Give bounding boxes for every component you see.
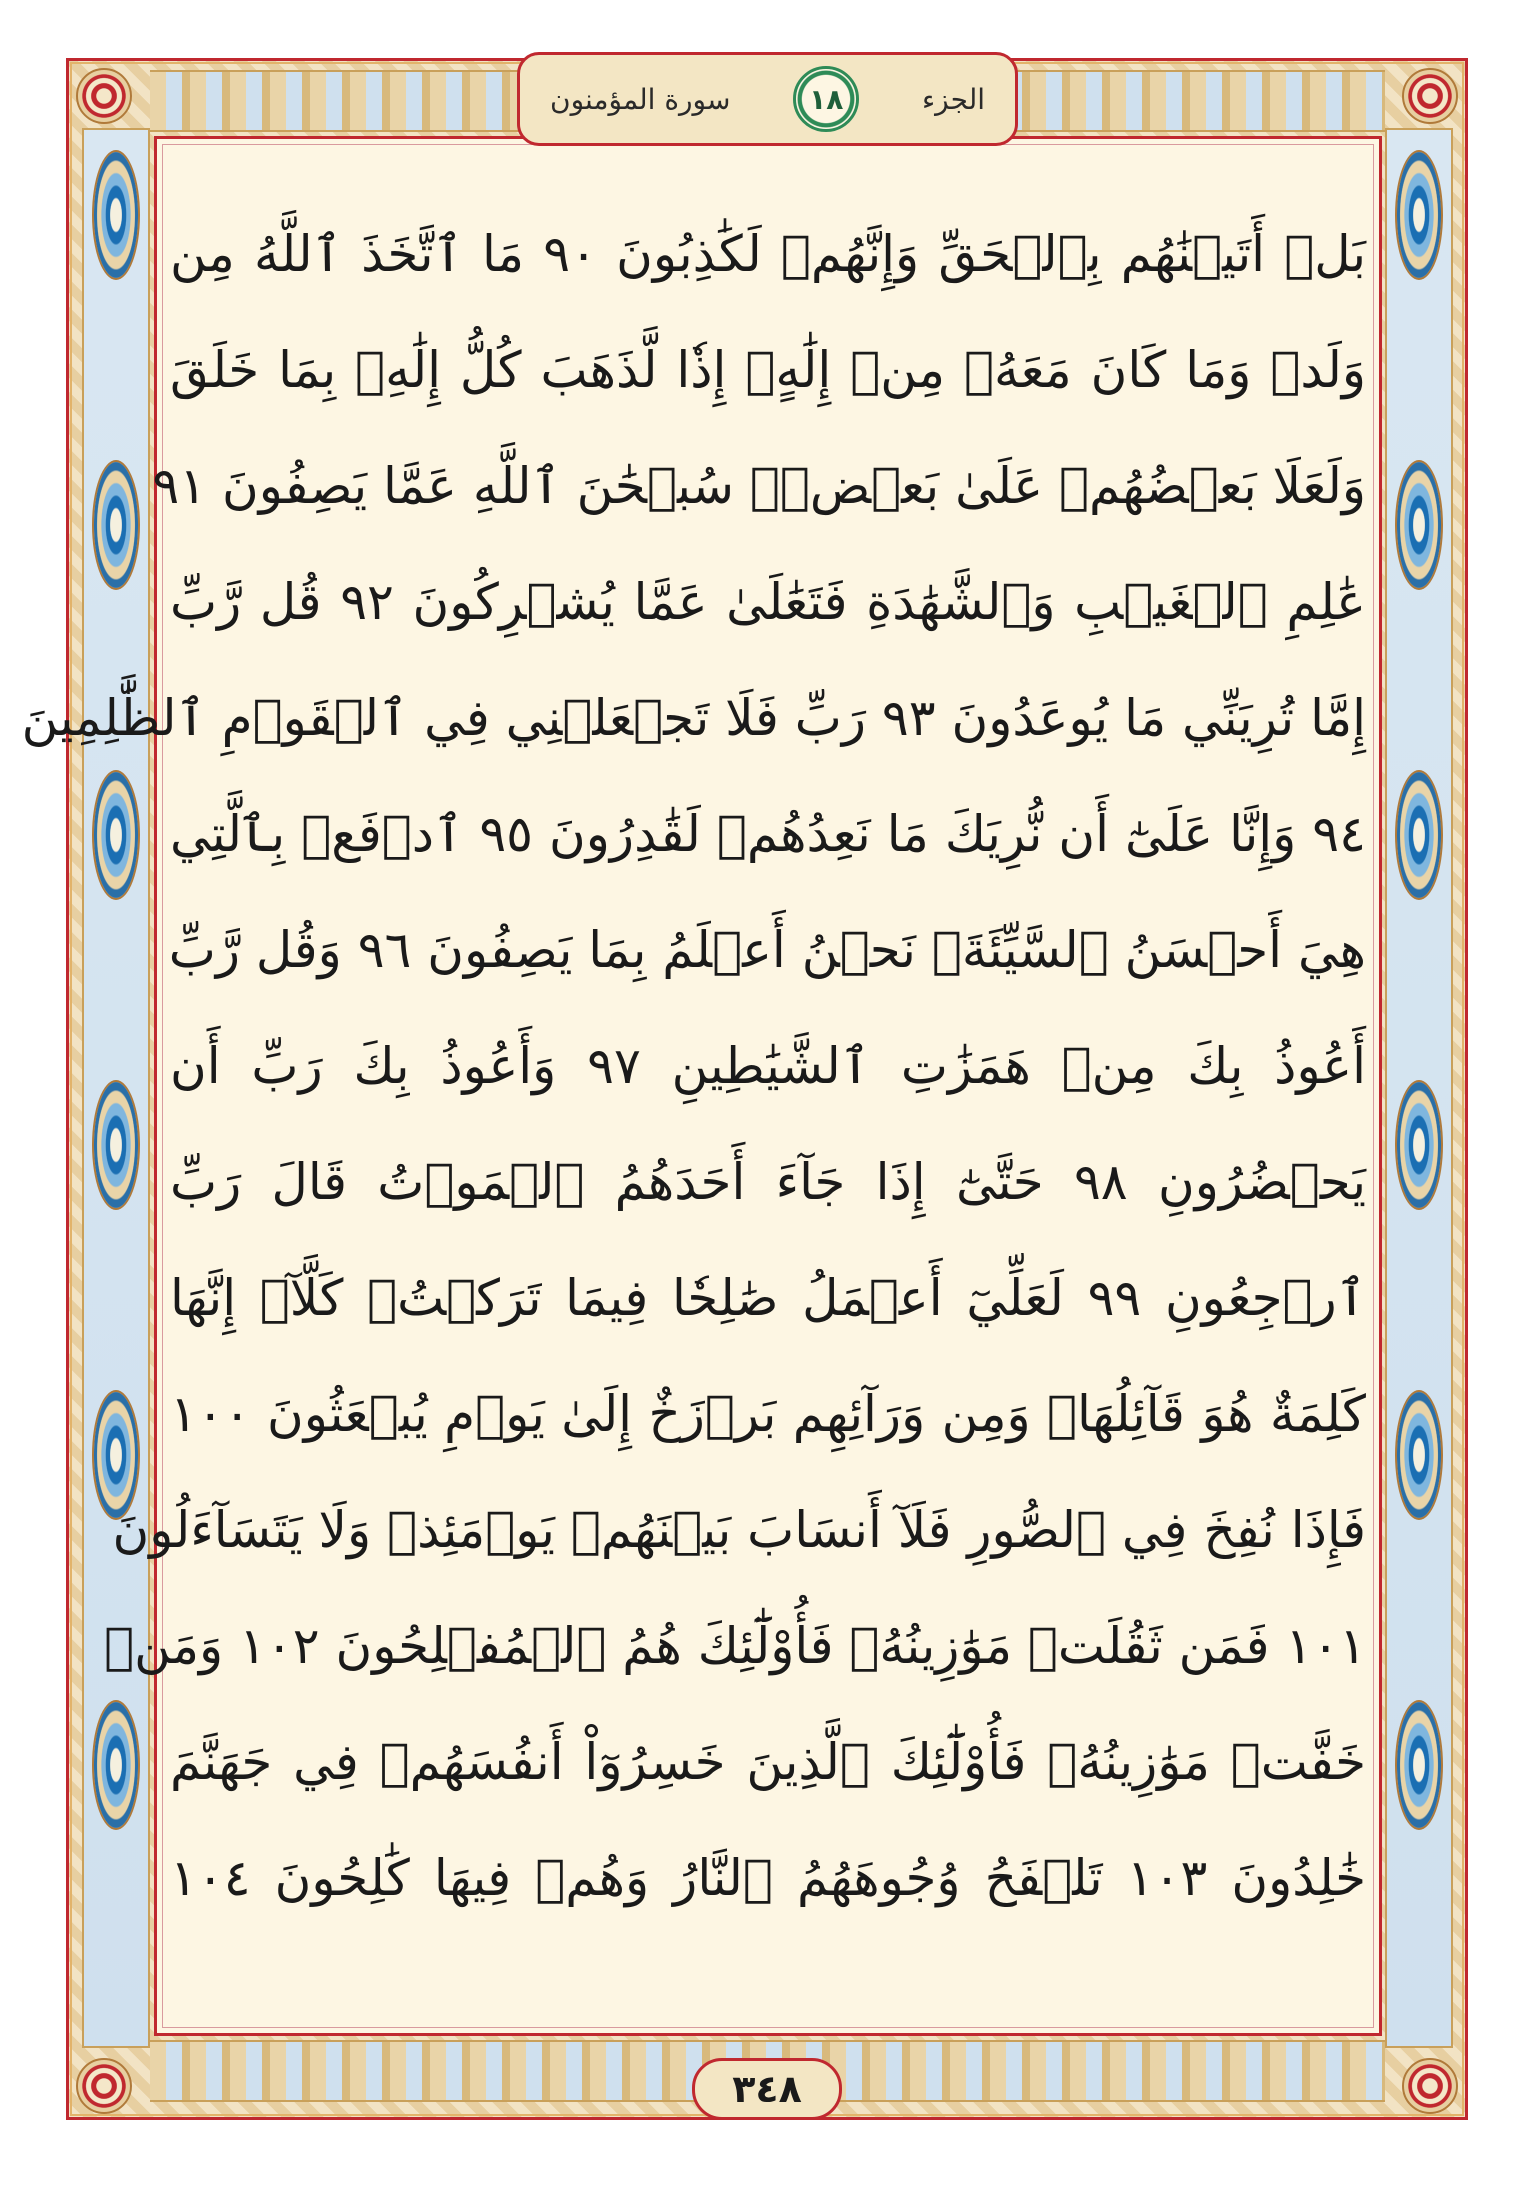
verse-line: هِيَ أَحۡسَنُ ٱلسَّيِّئَةَۚ نَحۡنُ أَعۡلَمُ بِمَا يَصِفُونَ ٩٦ وَقُل رَّبِّ <box>168 921 1366 979</box>
verse-line: وَلَدٖ وَمَا كَانَ مَعَهُۥ مِنۡ إِلَٰهٍۚ إِذٗا لَّذَهَبَ كُلُّ إِلَٰهِۭ بِمَا خَلَقَ <box>170 341 1366 399</box>
verse-line: وَلَعَلَا بَعۡضُهُمۡ عَلَىٰ بَعۡضٖۚ سُبۡحَٰنَ ٱللَّهِ عَمَّا يَصِفُونَ ٩١ <box>152 457 1366 515</box>
verse-line: ٱرۡجِعُونِ ٩٩ لَعَلِّيٓ أَعۡمَلُ صَٰلِحٗا فِيمَا تَرَكۡتُۚ كَلَّآۚ إِنَّهَا <box>170 1269 1366 1327</box>
medallion-ornament <box>92 770 140 900</box>
verse-line: يَحۡضُرُونِ ٩٨ حَتَّىٰٓ إِذَا جَآءَ أَحَدَهُمُ ٱلۡمَوۡتُ قَالَ رَبِّ <box>170 1153 1366 1211</box>
medallion-ornament <box>1395 770 1443 900</box>
medallion-ornament <box>92 1700 140 1830</box>
verse-line: فَإِذَا نُفِخَ فِي ٱلصُّورِ فَلَآ أَنسَابَ بَيۡنَهُمۡ يَوۡمَئِذٖ وَلَا يَتَسَآءَلُونَ <box>112 1501 1366 1559</box>
right-ornament-column <box>1385 128 1453 2048</box>
verse-line: خَفَّتۡ مَوَٰزِينُهُۥ فَأُوْلَٰٓئِكَ ٱلَّذِينَ خَسِرُوٓاْ أَنفُسَهُمۡ فِي جَهَنَّمَ <box>170 1733 1366 1791</box>
surah-name: سورة المؤمنون <box>550 82 731 116</box>
juz-label: الجزء <box>922 82 985 116</box>
medallion-ornament <box>1395 150 1443 280</box>
corner-rosette-icon <box>1402 68 1458 124</box>
page-number: ٣٤٨ <box>692 2058 842 2120</box>
verse-line: أَعُوذُ بِكَ مِنۡ هَمَزَٰتِ ٱلشَّيَٰطِينِ ٩٧ وَأَعُوذُ بِكَ رَبِّ أَن <box>170 1037 1367 1095</box>
corner-rosette-icon <box>76 2058 132 2114</box>
medallion-ornament <box>1395 1390 1443 1520</box>
medallion-ornament <box>92 150 140 280</box>
verse-line: ٩٤ وَإِنَّا عَلَىٰٓ أَن نُّرِيَكَ مَا نَعِدُهُمۡ لَقَٰدِرُونَ ٩٥ ٱدۡفَعۡ بِٱلَّتِي <box>170 805 1366 863</box>
verse-line: ١٠١ فَمَن ثَقُلَتۡ مَوَٰزِينُهُۥ فَأُوْلَٰٓئِكَ هُمُ ٱلۡمُفۡلِحُونَ ١٠٢ وَمَنۡ <box>104 1617 1366 1675</box>
verse-line: إِمَّا تُرِيَنِّي مَا يُوعَدُونَ ٩٣ رَبِّ فَلَا تَجۡعَلۡنِي فِي ٱلۡقَوۡمِ ٱلظَّٰلِمِينَ <box>21 689 1366 747</box>
verse-line: كَلِمَةٌ هُوَ قَآئِلُهَاۖ وَمِن وَرَآئِهِم بَرۡزَخٌ إِلَىٰ يَوۡمِ يُبۡعَثُونَ ١٠٠ <box>170 1385 1366 1443</box>
page-header <box>517 52 1018 146</box>
left-ornament-column <box>82 128 150 2048</box>
corner-rosette-icon <box>1402 2058 1458 2114</box>
medallion-ornament <box>92 1080 140 1210</box>
verse-text <box>21 196 1367 1936</box>
verse-line: عَٰلِمِ ٱلۡغَيۡبِ وَٱلشَّهَٰدَةِ فَتَعَٰلَىٰ عَمَّا يُشۡرِكُونَ ٩٢ قُل رَّبِّ <box>170 573 1366 631</box>
medallion-ornament <box>1395 1700 1443 1830</box>
verse-line: خَٰلِدُونَ ١٠٣ تَلۡفَحُ وُجُوهَهُمُ ٱلنَّارُ وَهُمۡ فِيهَا كَٰلِحُونَ ١٠٤ <box>170 1849 1367 1907</box>
corner-rosette-icon <box>76 68 132 124</box>
verse-line: بَلۡ أَتَيۡنَٰهُم بِٱلۡحَقِّ وَإِنَّهُمۡ لَكَٰذِبُونَ ٩٠ مَا ٱتَّخَذَ ٱللَّهُ مِن <box>170 225 1366 283</box>
medallion-ornament <box>1395 1080 1443 1210</box>
medallion-ornament <box>1395 460 1443 590</box>
juz-number-badge: ١٨ <box>793 66 859 132</box>
medallion-ornament <box>92 460 140 590</box>
